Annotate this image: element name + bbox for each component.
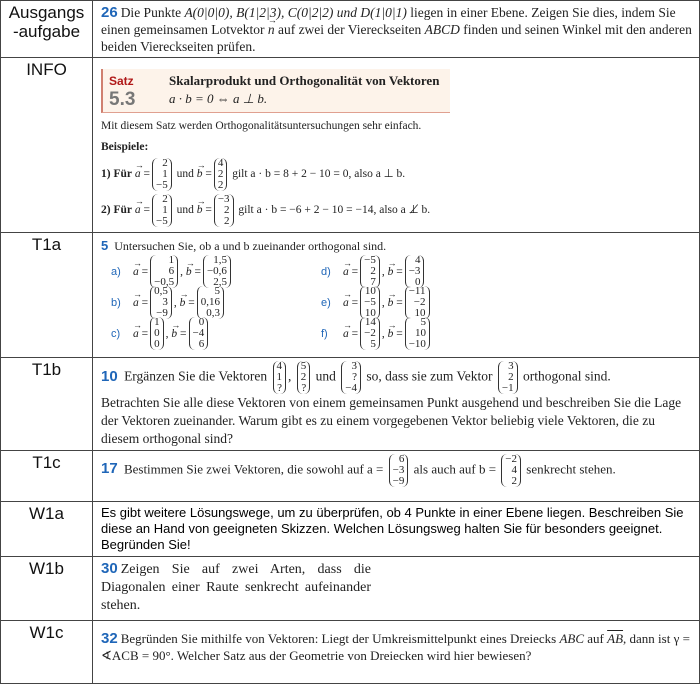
row-label: [1, 621, 93, 684]
subtask-grid: [101, 256, 693, 349]
row-label-text: T1a: [31, 235, 62, 254]
example-calc: gilt a · b = −6 + 2 − 10 = −14, also a ⊥̸ b.: [238, 204, 431, 217]
task-text: finden und seinen Winkel mit den anderen beiden Viereckseiten prüfen.: [101, 22, 692, 54]
subtask-letter: d): [321, 265, 331, 278]
table-row: [1, 1, 700, 58]
vector-b: 0 −4 6: [189, 317, 209, 350]
vector-b: 1,5 −0,6 2,5: [203, 255, 231, 288]
row-label: [1, 451, 93, 502]
subtask-item: a) → a = 1 6 −0,5 , → b = 1,5 −0,6 2,5: [111, 256, 311, 287]
row-content: [93, 621, 700, 684]
task-number: 32: [101, 630, 118, 647]
row-label-text: Ausgangs -aufgabe: [8, 3, 85, 41]
example-prefix: 2) Für: [101, 204, 132, 217]
segment-label: $\overline{AB}$: [607, 631, 624, 646]
vector-4: 3 2 −1: [498, 361, 518, 394]
vector-b: −11 −2 10: [405, 286, 430, 319]
normal-vector: → n: [268, 21, 275, 38]
vector-a: 10 −5 10: [360, 286, 380, 319]
row-label: [1, 58, 93, 233]
row-label: [1, 358, 93, 451]
vector-a: 0,5 3 −9: [150, 286, 172, 319]
task-number: 5: [101, 238, 109, 253]
table-row: [1, 502, 700, 557]
vector-a: 2 1 −5: [152, 194, 172, 227]
task-number: 26: [101, 4, 118, 21]
subtask-letter: e): [321, 296, 331, 309]
task-text: so, dass sie zum Vektor: [366, 368, 493, 384]
subtask-item: f) → a = 14 −2 5 , → b = 5 10 −10: [321, 318, 511, 349]
vector-a: 14 −2 5: [360, 317, 380, 350]
vector-1: 4 1 ?: [273, 361, 287, 394]
vector-b: −3 2 2: [214, 194, 234, 227]
task-text: und: [315, 368, 336, 384]
example-2: 2) Für → a = 2 1 −5 und → b = −3 2 2 gilt a · b = −6 + 2 − 10 = −14, also a ⊥̸ b.: [101, 194, 693, 227]
task-number: 30: [101, 560, 118, 577]
task-text: , dann ist γ = ∢ACB = 90°. Welcher Satz aus der Geometrie von Dreiecken wird hier bewiesen?: [101, 631, 690, 663]
row-content: [93, 58, 700, 233]
row-label: [1, 502, 93, 557]
row-label-text: INFO: [26, 60, 67, 79]
row-label: [1, 233, 93, 358]
task-text: orthogonal sind.: [522, 368, 611, 384]
row-content: [93, 1, 700, 58]
row-label-text: W1c: [29, 623, 64, 642]
task-5: [101, 238, 693, 254]
task-text: Betrachten Sie alle diese Vektoren von einem gemeinsamen Punkt ausgehend und beschreiben Sie die Lage der Vektoren zueinander. Warum gibt es zu einem vorgegebenen Vektor beliebig viele Vektoren, die zu diesem orthogonal sind?: [101, 395, 682, 446]
row-content: [93, 502, 700, 557]
task-text: Ergänzen Sie die Vektoren: [124, 368, 268, 384]
vector-a: −5 2 7: [360, 255, 380, 288]
task-text: Untersuchen Sie, ob a und b zueinander orthogonal sind.: [114, 239, 387, 253]
table-row: [1, 557, 700, 621]
task-number: 10: [101, 367, 118, 385]
subtask-item: b) → a = 0,5 3 −9 , → b = 5 0,16 0,3: [111, 287, 311, 318]
table-row: [1, 358, 700, 451]
theorem-box: [101, 69, 450, 113]
row-content: [93, 358, 700, 451]
task-text: senkrecht stehen.: [526, 461, 616, 477]
task-points: A(0|0|0), B(1|2|3), C(0|2|2) und D(1|0|1): [184, 5, 407, 20]
subtask-item: c) → a = 1 0 0 , → b = 0 −4 6: [111, 318, 311, 349]
row-label-text: T1b: [31, 360, 62, 379]
vector-3: 3 ? −4: [341, 361, 361, 394]
triangle-label: ABC: [559, 631, 585, 646]
task-text: liegen in einer Ebene. Zeigen Sie dies, indem Sie einen gemeinsamen Lotvektor: [101, 5, 676, 37]
vector-2: 5 2 ?: [297, 361, 311, 394]
vector-b: 5 0,16 0,3: [197, 286, 224, 319]
vector-b: 4 2 2: [214, 158, 228, 191]
subtask-letter: f): [321, 327, 328, 340]
row-content: [93, 233, 700, 358]
theorem-tag-label: Satz: [109, 74, 134, 88]
task-text: Es gibt weitere Lösungswege, um zu überprüfen, ob 4 Punkte in einer Ebene liegen. Beschreiben Sie diese an Hand von geeigneten Skizzen. Welchen Lösungsweg halten Sie für besonders geeignet. Begründen Sie!: [101, 505, 684, 552]
vector-b: −2 4 2: [501, 454, 521, 487]
theorem-formula: a · b = 0 ⇔ a ⊥ b.: [169, 91, 268, 106]
row-content: [93, 451, 700, 502]
example-calc: gilt a · b = 8 + 2 − 10 = 0, also a ⊥ b.: [232, 168, 406, 181]
info-intro: Mit diesem Satz werden Orthogonalitätsuntersuchungen sehr einfach.: [101, 120, 422, 132]
task-text: auf: [584, 631, 608, 646]
examples-heading: Beispiele:: [101, 141, 149, 153]
example-prefix: 1) Für: [101, 168, 132, 181]
subtask-item: d) → a = −5 2 7 , → b = 4 −3 0: [321, 256, 511, 287]
task-text: Die Punkte: [120, 5, 185, 20]
vector-b: 5 10 −10: [405, 317, 430, 350]
row-label-text: W1a: [29, 504, 64, 523]
subtask-letter: c): [111, 327, 121, 340]
task-text: Bestimmen Sie zwei Vektoren, die sowohl auf a =: [123, 461, 384, 477]
quad-label: ABCD: [424, 22, 460, 37]
table-row: [1, 233, 700, 358]
theorem-number: 5.3: [109, 89, 136, 110]
table-row: [1, 621, 700, 684]
table-row: [1, 58, 700, 233]
vector-a: 1 6 −0,5: [150, 255, 178, 288]
task-text: als auch auf b =: [413, 461, 497, 477]
row-label: [1, 557, 93, 621]
row-label: [1, 1, 93, 58]
row-content: [93, 557, 700, 621]
task-10: 10 Ergänzen Sie die Vektoren 4 1 ? , 5 2 ? und 3 ? −4 so, dass sie zum Vektor 3 2 −1 orthogonal sind.: [101, 360, 611, 394]
vector-a: 6 −3 −9: [389, 454, 409, 487]
vector-b: 4 −3 0: [405, 255, 425, 288]
row-label-text: T1c: [32, 453, 61, 472]
task-number: 17: [101, 460, 118, 478]
table-row: [1, 451, 700, 502]
theorem-tag: [109, 73, 169, 108]
subtask-letter: a): [111, 265, 121, 278]
row-label-text: W1b: [29, 559, 64, 578]
subtask-letter: b): [111, 296, 121, 309]
subtask-item: e) → a = 10 −5 10 , → b = −11 −2 10: [321, 287, 511, 318]
task-30: [101, 560, 371, 615]
vector-a: 1 0 0: [150, 317, 164, 350]
example-1: 1) Für → a = 2 1 −5 und → b = 4 2 2 gilt a · b = 8 + 2 − 10 = 0, also a ⊥ b.: [101, 158, 693, 191]
theorem-title: Skalarprodukt und Orthogonalität von Vektoren: [169, 73, 440, 88]
vector-a: 2 1 −5: [152, 158, 172, 191]
task-text: Begründen Sie mithilfe von Vektoren: Liegt der Umkreismittelpunkt eines Dreiecks: [120, 631, 560, 646]
task-text: Zeigen Sie auf zwei Arten, dass die Diagonalen einer Raute senkrecht aufeinander stehen.: [101, 562, 371, 613]
task-text: auf zwei der Viereckseiten: [274, 22, 425, 37]
task-26: [101, 4, 693, 55]
